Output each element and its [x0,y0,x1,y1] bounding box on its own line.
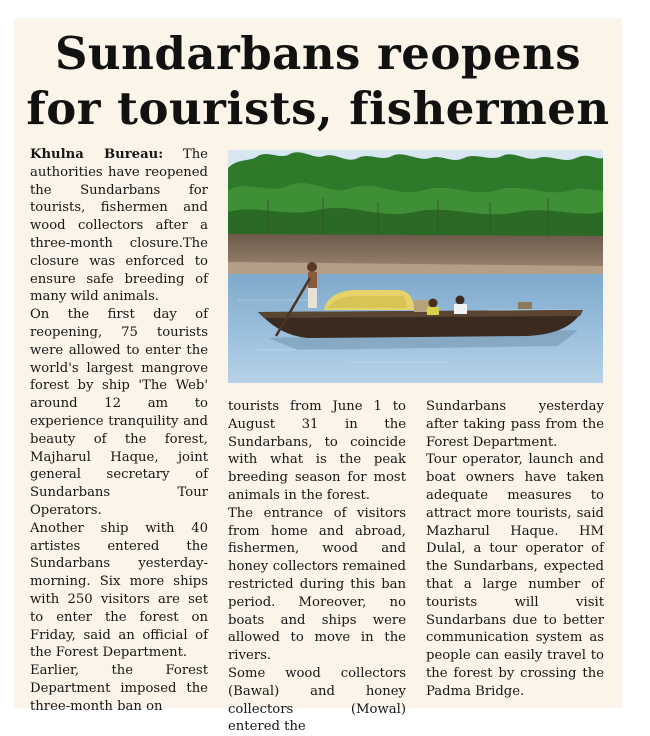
article-paragraph: Earlier, the Forest Department imposed the three-month ban on [30,663,208,714]
article-paragraph: Another ship with 40 artistes entered the Sundarbans yesterday-morning. Six more ships with 250 visitors are set to enter the forest on Friday, said an official of the Forest Department. [30,520,208,661]
article-paragraph [30,146,208,306]
headline [14,26,622,136]
article-paragraph: The entrance of visitors from home and abroad, fishermen, wood and honey collectors remained restricted during this ban period. Moreover, no boats and ships were allowed to move in the rivers. [228,505,406,664]
article-text: The authorities have reopened the Sundarbans for tourists, fishermen and wood collectors after a three-month closure.The closure was enforced to ensure safe breeding of many wild animals. [30,147,208,305]
article-paragraph: Sundarbans yesterday after taking pass from the Forest Department. [426,399,604,450]
article-column-2 [228,398,406,736]
article-column-3 [426,398,604,701]
boat-on-river-photo [228,150,603,383]
article-paragraph: tourists from June 1 to August 31 in the Sundarbans, to coincide with what is the peak breeding season for most animals in the forest. [228,399,406,503]
byline: Khulna Bureau: [30,147,164,162]
article-paragraph: Tour operator, launch and boat owners have taken adequate measures to attract more tourists, said Mazharul Haque. HM Dulal, a tour operator of the Sundarbans, expected that a large number of tourists will visit Sundarbans due to better communication system as people can easily travel to the forest by crossing the Padma Bridge. [426,452,604,699]
article-paragraph: On the first day of reopening, 75 tourists were allowed to enter the world's largest mangrove forest by ship 'The Web' around 12 am to experience tranquility and beauty of the forest, Majharul Haque, joint general secretary of Sundarbans Tour Operators. [30,307,208,518]
headline-line-2: for tourists, fishermen [26,82,610,135]
article-column-1 [30,146,208,716]
headline-line-1: Sundarbans reopens [54,27,582,80]
article-paragraph: Some wood collectors (Bawal) and honey collectors (Mowal) entered the [228,665,406,735]
